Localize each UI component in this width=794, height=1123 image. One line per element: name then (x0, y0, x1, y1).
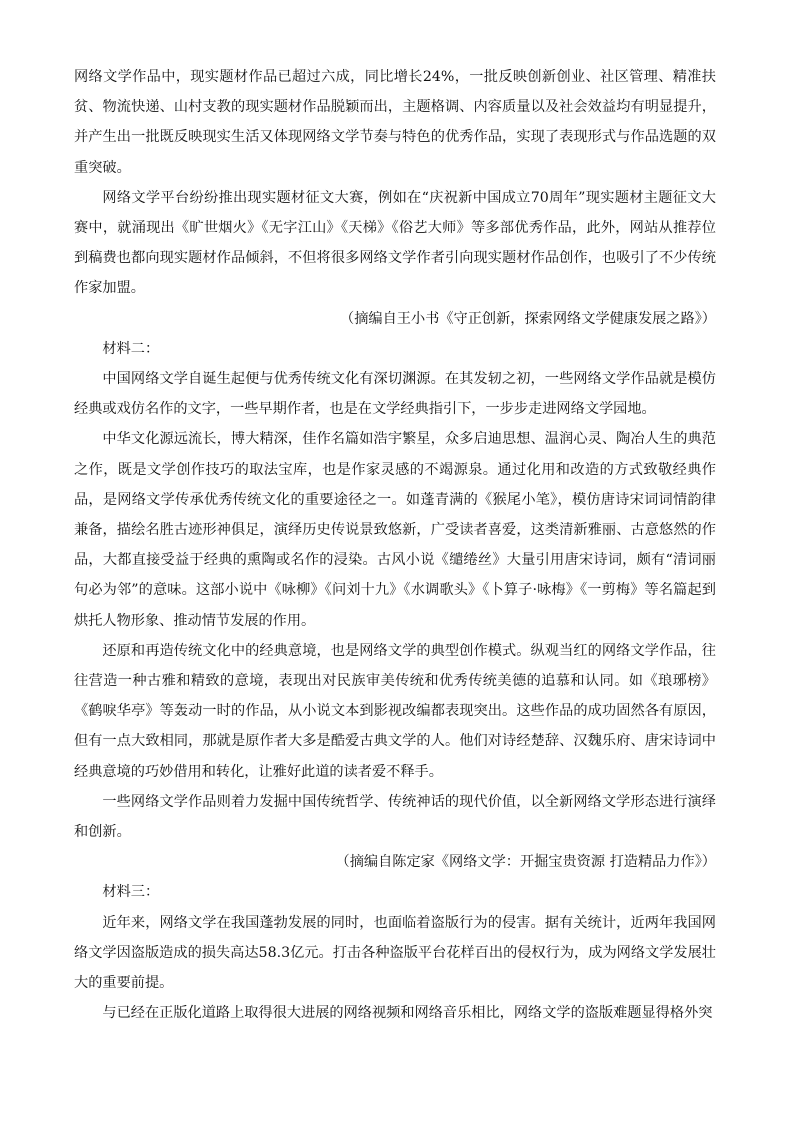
material1-paragraph-1: 网络文学作品中，现实题材作品已超过六成，同比增长24%，一批反映创新创业、社区管理、精准扶贫、物流快递、山村支教的现实题材作品脱颖而出，主题格调、内容质量以及社会效益均有明显提升，并产生出一批既反映现实生活又体现网络文学节奏与特色的优秀作品，实现了表现形式与作品选题的双重突破。 (74, 69, 716, 176)
material2-paragraph-4: 一些网络文学作品则着力发掘中国传统哲学、传统神话的现代价值，以全新网络文学形态进行演绎和创新。 (74, 793, 716, 841)
material1-source: （摘编自王小书《守正创新，探索网络文学健康发展之路》） (340, 310, 716, 327)
material2-paragraph-1: 中国网络文学自诞生起便与优秀传统文化有深切渊源。在其发轫之初，一些网络文学作品就是模仿经典或戏仿名作的文字，一些早期作者，也是在文学经典指引下，一步步走进网络文学园地。 (74, 371, 716, 418)
material2-paragraph-2: 中华文化源远流长，博大精深，佳作名篇如浩宇繁星，众多启迪思想、温润心灵、陶冶人生的典范之作，既是文学创作技巧的取法宝库，也是作家灵感的不竭源泉。通过化用和改造的方式致敬经典作品，是网络文学传承优秀传统文化的重要途径之一。如蓬青满的《猴尾小笔》，模仿唐诗宋词词情韵律兼备，描绘名胜古迹形神俱足，演绎历史传说景致悠新，广受读者喜爱，这类清新雅丽、古意悠然的作品，大都直接受益于经典的熏陶或名作的浸染。古风小说《缱绻丝》大量引用唐宋诗词，颇有“清词丽句必为邻”的意味。这部小说中《咏柳》《问刘十九》《水调歌头》《卜算子·咏梅》《一剪梅》等名篇起到烘托人物形象、推动情节发展的作用。 (74, 431, 716, 629)
material2-label: 材料二： (102, 340, 160, 357)
material3-paragraph-2: 与已经在正版化道路上取得很大进展的网络视频和网络音乐相比，网络文学的盗版难题显得格外突 (102, 1005, 713, 1022)
material2-paragraph-3: 还原和再造传统文化中的经典意境，也是网络文学的典型创作模式。纵观当红的网络文学作品，往往营造一种古雅和精致的意境，表现出对民族审美传统和优秀传统美德的追慕和认同。如《琅琊榜》《鹤唳华亭》等轰动一时的作品，从小说文本到影视改编都表现突出。这些作品的成功固然各有原因，但有一点大致相同，那就是原作者大多是酷爱古典文学的人。他们对诗经楚辞、汉魏乐府、唐宋诗词中经典意境的巧妙借用和转化，让雅好此道的读者爱不释手。 (74, 642, 716, 780)
material1-paragraph-2: 网络文学平台纷纷推出现实题材征文大赛，例如在“庆祝新中国成立70周年”现实题材主题征文大赛中，就涌现出《旷世烟火》《无字江山》《天梯》《俗艺大师》等多部优秀作品，此外，网站从推荐位到稿费也都向现实题材作品倾斜，不但将很多网络文学作者引向现实题材作品创作，也吸引了不少传统作家加盟。 (74, 189, 716, 297)
document-page (74, 62, 716, 1029)
material3-paragraph-1: 近年来，网络文学在我国蓬勃发展的同时，也面临着盗版行为的侵害。据有关统计，近两年我国网络文学因盗版造成的损失高达58.3亿元。打击各种盗版平台花样百出的侵权行为，成为网络文学发展壮大的重要前提。 (74, 914, 716, 992)
material3-label: 材料三： (102, 884, 160, 901)
material2-source: （摘编自陈定家《网络文学：开掘宝贵资源 打造精品力作》） (335, 854, 716, 871)
